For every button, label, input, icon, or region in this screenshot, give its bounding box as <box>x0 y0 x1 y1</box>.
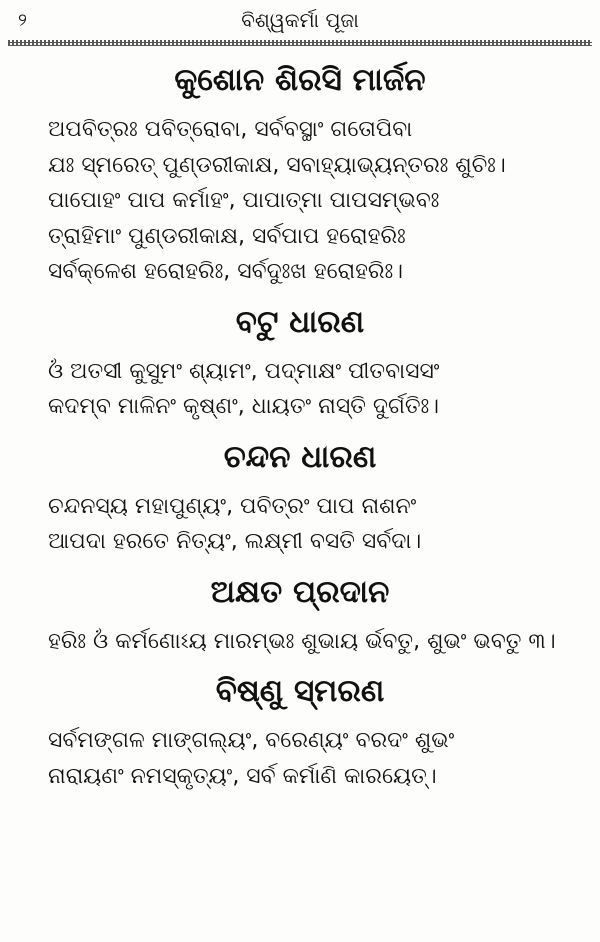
page-number: ୨ <box>18 10 27 31</box>
section-kusha-marjana <box>0 58 600 290</box>
header-rule <box>8 40 592 46</box>
verse-line: ଅପବିତ୍ରଃ ପବିତ୍ରୋବା, ସର୍ବବସ୍ଥାଂ ଗତୋପିବା <box>48 117 413 142</box>
section-batu-dharana <box>0 300 600 425</box>
verse-line: ଯଃ ସ୍ମରେତ୍ ପୁଣ୍ଡରୀକାକ୍ଷ, ସବାହ୍ୟାଭ୍ୟନ୍ତରଃ ଶୁଚିଃ। <box>48 152 506 178</box>
page-content <box>0 58 600 794</box>
page-header <box>0 0 600 44</box>
section-heading: ଚନ୍ଦନ ଧାରଣ <box>223 438 377 475</box>
verse-line: ଆପଦା ହରତେ ନିତ୍ୟଂ, ଲକ୍ଷ୍ମୀ ବସତି ସର୍ବଦା। <box>48 529 422 554</box>
section-heading: ଅକ୍ଷତ ପ୍ରଦାନ <box>210 573 390 610</box>
section-chandana-dharana <box>0 435 600 560</box>
section-heading: ବିଷ୍ଣୁ ସ୍ମରଣ <box>215 673 385 709</box>
section-heading: କୁଶୋନ ଶିରସି ମାର୍ଜନ <box>174 62 426 98</box>
section-heading: ବଟୁ ଧାରଣ <box>235 303 365 340</box>
verse-line: ଚନ୍ଦନସ୍ୟ ମହାପୁଣ୍ୟଂ, ପବିତ୍ରଂ ପାପ ନାଶନଂ <box>48 493 417 519</box>
verse-line: ନାରାୟଣଂ ନମସ୍କୃତ୍ୟଂ, ସର୍ବ କର୍ମାଣି କାରୟେତ୍। <box>48 763 437 789</box>
verse-line: ସର୍ବମଙ୍ଗଳ ମାଙ୍ଗଲ୍ୟଂ, ବରେଣ୍ୟଂ ବରଦଂ ଶୁଭଂ <box>48 728 455 753</box>
verse-line: ପାପୋହଂ ପାପ କର୍ମାହଂ, ପାପାତ୍ମା ପାପସମ୍ଭବଃ <box>48 188 440 213</box>
verse-line: ଓଁ ଅତସୀ କୁସୁମଂ ଶ୍ୟାମଂ, ପଦ୍ମାକ୍ଷଂ ପୀତବାସସଂ <box>48 358 440 384</box>
section-akshata-pradana <box>0 570 600 660</box>
section-vishnu-smarana <box>0 669 600 794</box>
running-title: ବିଶ୍ୱକର୍ମା ପୂଜା <box>241 8 359 32</box>
verse-line: ତ୍ରାହିମାଂ ପୁଣ୍ଡରୀକାକ୍ଷ, ସର୍ବପାପ ହରୋହରିଃ <box>48 223 406 249</box>
verse-line: କଦମ୍ବ ମାଳିନଂ କୃଷ୍ଣଂ, ଧାୟତଂ ନାସ୍ତି ଦୁର୍ଗତିଃ। <box>48 394 440 419</box>
verse-line: ସର୍ବକ୍ଳେଶ ହରୋହରିଃ, ସର୍ବଦୁଃଖ ହରୋହରିଃ। <box>48 259 404 284</box>
verse-line: ହରିଃ ଓଁ କର୍ମଣୋଽୟ ମାରମ୍ଭଃ ଶୁଭାୟ ର୍ଭବତୁ, ଶୁଭଂ ଭବତୁ ୩। <box>48 628 556 654</box>
